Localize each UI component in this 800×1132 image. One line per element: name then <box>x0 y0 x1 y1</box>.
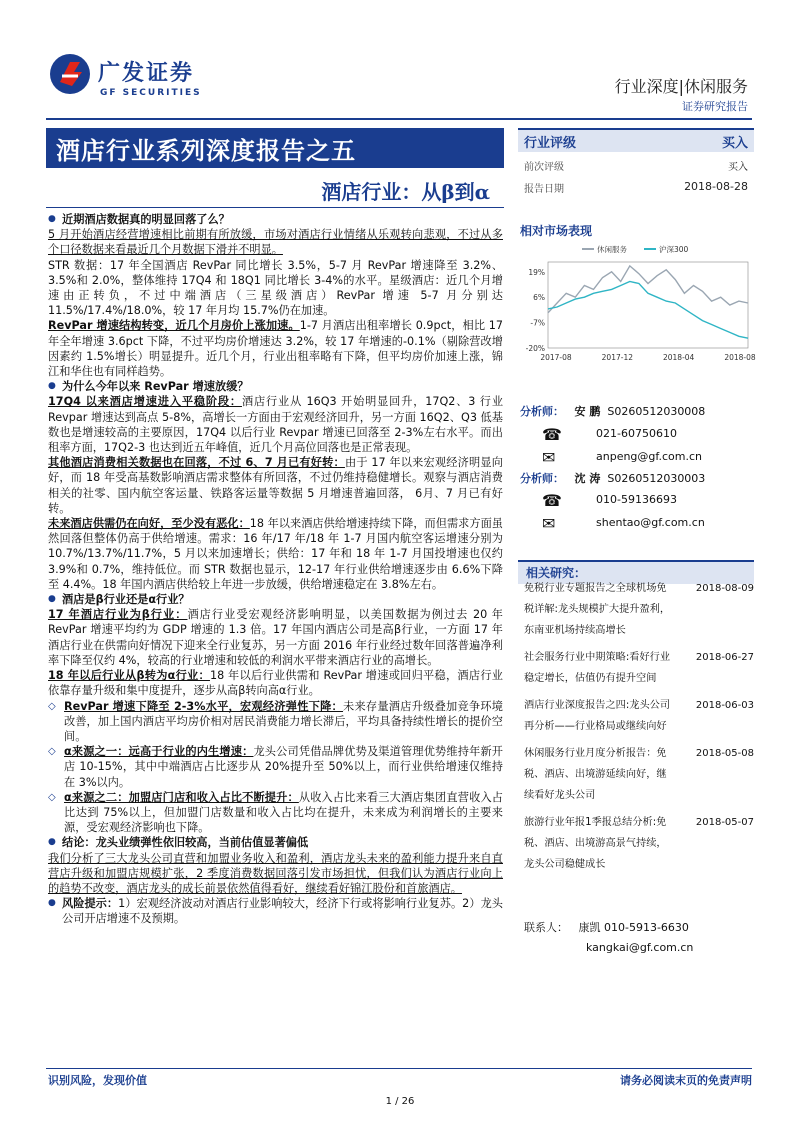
report-subtitle: 酒店行业：从β到α <box>321 180 490 204</box>
paragraph-6: 未来酒店供需仍在向好，至少没有恶化：18 年以来酒店供给增速持续下降，而但需求方面虽然回落但整体仍高于供给增速。需求：16 年/17 年/18 年 1-7 月国内航空客运增速分别为 10.7%/13.7%/11.7%，5 月以来加速增长；供给：17 年和 18 年 1-7 月国投增速也仅约 3.9%和 0.7%，维持低位。而 STR 数据也显示，12-17 年行业供给增速逐步由 6.6%下降至 4.4%。18 年国内酒店供给较上年进一步放缓，供给增速稳定在 3.8%左右。 <box>48 517 503 591</box>
related-item[interactable]: 酒店行业深度报告之四:龙头公司再分析——行业格局或继续向好 2018-06-03 <box>524 700 754 732</box>
x-tick-label: 2017-08 <box>540 353 572 362</box>
report-title: 酒店行业系列深度报告之五 <box>56 136 356 165</box>
contact-email[interactable]: kangkai@gf.com.cn <box>586 941 694 954</box>
market-chart <box>520 240 756 370</box>
x-tick-label: 2018-08 <box>724 353 756 362</box>
paragraph-2: STR 数据：17 年全国酒店 RevPar 同比增长 3.5%，5-7 月 RevPar 增速降至 3.2%、3.5%和 2.0%，整体维持 17Q4 和 18Q1 同比增长 3-4%的水平。星级酒店：近几个月增速由正转负，不过中端酒店（三星级酒店）RevPar 增速 5-7 月分别达 11.5%/17.4%/18.0%，较 17 年月均 15.7%仍在加速。 <box>48 258 503 318</box>
y-tick-label: 19% <box>528 267 545 277</box>
analyst-2-email[interactable]: shentao@gf.com.cn <box>596 516 705 529</box>
legend-label: 沪深300 <box>659 245 689 254</box>
paragraph-3: RevPar 增速结构转变，近几个月房价上涨加速。1-7 月酒店出租率增长 0.9pct，相比 17 年全年增速 3.6pct 下降，不过平均房价增速达 3.2%，较 17 年增速的-0.1%（剔除营改增因素约 1.5%增长）明显提升。近几个月，行业出租率略有下降，但平均房价加速上涨，锦江和华住也有同样趋势。 <box>48 319 504 379</box>
report-date-value: 2018-08-28 <box>684 180 748 193</box>
analyst-1-phone: 021-60750610 <box>596 427 677 440</box>
rating-label: 行业评级 <box>524 136 577 151</box>
prev-rating-label: 前次评级 <box>524 162 564 173</box>
subtitle-divider <box>46 207 504 208</box>
email-icon: ✉ <box>542 448 556 467</box>
related-item[interactable]: 休闲服务行业月度分析报告：免税、酒店、出境游延续向好，继续看好龙头公司 2018-05-08 <box>524 748 754 801</box>
sub-point-2: ◇ α来源之一：远高于行业的内生增速：龙头公司凭借品牌优势及渠道管理优势维持年新开店 10-15%，其中中端酒店占比逐步从 20%提升至 50%以上，而行业供给增速仅维持在 3%以内。 <box>48 744 503 790</box>
y-tick-label: 6% <box>533 293 545 303</box>
phone-icon: ☎ <box>542 491 562 510</box>
paragraph-7: 17 年酒店行业为β行业：酒店行业受宏观经济影响明显，以美国数据为例过去 20 年 RevPar 增速平均约为 GDP 增速的 1.3 倍。17 年国内酒店公司是高β行业，一方面 17 年酒店行业在供需向好情况下迎来全行业复苏，另一方面 2016 年行业经过数年回落普遍净利率下降至仅约 4%，较高的行业增速和较低的利润水平带来酒店行业的高增长。 <box>48 608 503 667</box>
rating-value: 买入 <box>721 136 748 151</box>
sub-point-1: ◇ RevPar 增速下降至 2-3%水平，宏观经济弹性下降：未来存量酒店升级叠加竞争环境改善，加上国内酒店平均房价相对居民消费能力增长滞后，平均具备持续性增长的提价空间。 <box>48 699 503 745</box>
contact-section <box>524 918 693 958</box>
analyst-2-row: 分析师： 沈 涛 S0260512030003 <box>520 472 706 485</box>
series-line <box>548 282 748 339</box>
series-line <box>548 266 748 313</box>
report-category: 行业深度|休闲服务 <box>614 77 748 96</box>
related-item[interactable]: 社会服务行业中期策略:看好行业稳定增长，估值仍有提升空间 2018-06-27 <box>524 652 754 684</box>
footer-disclaimer[interactable]: 请务必阅读末页的免责声明 <box>620 1074 752 1087</box>
report-type: 证券研究报告 <box>682 100 748 113</box>
footer-divider <box>46 1068 752 1069</box>
header-divider <box>46 118 752 120</box>
page-number: 1 / 26 <box>385 1096 415 1107</box>
report-body <box>48 212 503 927</box>
logo-english: GF SECURITIES <box>100 88 202 98</box>
legend-label: 休闲服务 <box>597 245 627 254</box>
market-title: 相对市场表现 <box>520 224 593 238</box>
paragraph-8: 18 年以后行业从β转为α行业：18 年以后行业供需和 RevPar 增速或回归平稳，酒店行业依靠存量升级和集中度提升，逐步从高β转向高α行业。 <box>48 669 503 698</box>
paragraph-1: 5 月开始酒店经营增速相比前期有所放缓，市场对酒店行业情绪从乐观转向悲观，不过从多个口径数据来看最近几个月数据下滑并不明显。 <box>48 228 503 257</box>
email-icon: ✉ <box>542 514 556 533</box>
question-3: ● 酒店是β行业还是α行业？ <box>48 592 503 607</box>
related-title: 相关研究： <box>526 566 587 580</box>
risk-warning: ● 风险提示：1）宏观经济波动对酒店行业影响较大，经济下行或将影响行业复苏。2）龙头公司开店增速不及预期。 <box>48 896 503 926</box>
logo-chinese: 广发证券 <box>98 61 195 86</box>
contact-person: 联系人： 康凯 010-5913-6630 <box>524 921 689 934</box>
phone-icon: ☎ <box>542 425 562 444</box>
footer-slogan: 识别风险，发现价值 <box>48 1074 147 1087</box>
x-tick-label: 2018-04 <box>662 353 695 362</box>
report-date-label: 报告日期 <box>524 184 564 195</box>
related-list <box>524 578 756 881</box>
paragraph-5: 其他酒店消费相关数据也在回落，不过 6、7 月已有好转：由于 17 年以来宏观经济明显向好，而 18 年受高基数影响酒店需求整体有所回落，不过仍维持稳健增长。观察与酒店消费相关的社零、国内航空客运量、铁路客运量等数据 5 月增速普遍回落， 6月、7 月已有好转。 <box>48 456 503 515</box>
analyst-1-email[interactable]: anpeng@gf.com.cn <box>596 450 702 463</box>
related-item[interactable]: 免税行业专题报告之全球机场免税详解:龙头规模扩大提升盈利，东南亚机场持续高增长 2018-08-09 <box>524 583 754 636</box>
plot-frame <box>548 262 748 348</box>
question-2: ● 为什么今年以来 RevPar 增速放缓？ <box>48 379 503 394</box>
y-tick-label: -20% <box>525 344 545 353</box>
prev-rating-value: 买入 <box>728 162 748 173</box>
paragraph-9: 我们分析了三大龙头公司直营和加盟业务收入和盈利，酒店龙头未来的盈利能力提升来自直营店升级和加盟店规模扩张，2 季度消费数据回落引发市场担忧，但我们认为酒店行业向上的趋势不改变，酒店龙头的成长前景依然值得看好，继续看好锦江股份和首旅酒店。 <box>48 851 503 895</box>
gf-logo-icon <box>48 52 92 96</box>
analyst-1-row: 分析师： 安 鹏 S0260512030008 <box>520 405 706 418</box>
y-tick-label: -7% <box>530 318 545 328</box>
paragraph-4: 17Q4 以来酒店增速进入平稳阶段：酒店行业从 16Q3 开始明显回升，17Q2、3 行业 Revpar 增速达到高点 5-8%，高增长一方面由于宏观经济回升，另一方面 16Q2、Q3 低基数也是增速较高的主要原因，17Q4 以后行业 Revpar 增速已回落至 2-3%左右水平。而出租率方面，17Q2-3 也达到近五年峰值，近几个月高位回落也是正常表现。 <box>48 395 504 455</box>
sub-point-3: ◇ α来源之二：加盟店门店和收入占比不断提升：从收入占比来看三大酒店集团直营收入占比达到 75%以上，但加盟门店数量和收入占比均在提升，未来成为利润增长的主要来源，受宏观经济影响也下降。 <box>48 790 503 836</box>
related-item[interactable]: 旅游行业年报1季报总结分析:免税、酒店、出境游高景气持续，龙头公司稳健成长 2018-05-07 <box>524 817 754 870</box>
question-4: ● 结论：龙头业绩弹性依旧较高，当前估值显著偏低 <box>48 835 503 850</box>
analyst-2-phone: 010-59136693 <box>596 493 677 506</box>
x-tick-label: 2017-12 <box>601 353 634 362</box>
question-1: ● 近期酒店数据真的明显回落了么？ <box>48 212 503 227</box>
